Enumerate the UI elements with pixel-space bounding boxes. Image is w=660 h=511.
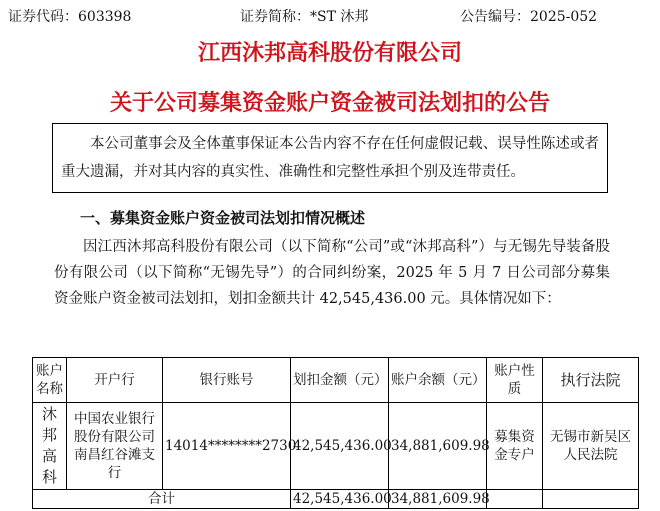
security-code: 证券代码：603398: [8, 9, 132, 25]
col-header-court: 执行法院: [543, 358, 639, 403]
col-header-account-no: 银行账号: [163, 358, 291, 403]
security-abbr: 证券简称：*ST 沐邦: [240, 9, 369, 25]
table-row: [33, 403, 639, 490]
notice-title: 关于公司募集资金账户资金被司法划扣的公告: [109, 90, 550, 116]
declaration-text: 本公司董事会及全体董事保证本公告内容不存在任何虚假记载、误导性陈述或者重大遗漏，并对其内容的真实性、准确性和完整性承担个别及连带责任。: [61, 136, 599, 180]
company-title: 江西沐邦高科股份有限公司: [197, 40, 462, 66]
cell-account-no: 14014********2730: [163, 403, 291, 490]
section-body: 因江西沐邦高科股份有限公司（以下简称“公司”或“沐邦高科”）与无锡先导装备股份有限公司（以下简称“无锡先导”）的合同纠纷案，2025 年 5 月 7 日公司部分募集资金账户资金被司法划扣，划扣金额共计 42,545,436.00 元。具体情况如下：: [54, 239, 610, 307]
cell-court: 无锡市新吴区人民法院: [543, 403, 639, 490]
table-header-row: [33, 358, 639, 403]
total-amount: 42,545,436.00: [291, 490, 389, 509]
col-header-balance: 账户余额（元）: [389, 358, 487, 403]
table-total-row: [33, 490, 639, 509]
col-header-bank: 开户行: [67, 358, 163, 403]
col-header-nature: 账户性质: [487, 358, 543, 403]
cell-nature: 募集资金专户: [487, 403, 543, 490]
declaration-box: [52, 123, 608, 193]
total-label: 合计: [33, 490, 291, 509]
cell-balance: 34,881,609.98: [389, 403, 487, 490]
total-court-empty: [543, 490, 639, 509]
deduction-table: [32, 357, 639, 509]
col-header-account-name: 账户名称: [33, 358, 67, 403]
total-nature-empty: [487, 490, 543, 509]
cell-amount: 42,545,436.00: [291, 403, 389, 490]
cell-bank: 中国农业银行股份有限公司南昌红谷滩支行: [67, 403, 163, 490]
section-heading: 一、募集资金账户资金被司法划扣情况概述: [80, 209, 366, 227]
total-balance: 34,881,609.98: [389, 490, 487, 509]
cell-account-name: 沐邦高科: [33, 403, 67, 490]
notice-number: 公告编号：2025-052: [460, 9, 598, 25]
col-header-amount: 划扣金额（元）: [291, 358, 389, 403]
